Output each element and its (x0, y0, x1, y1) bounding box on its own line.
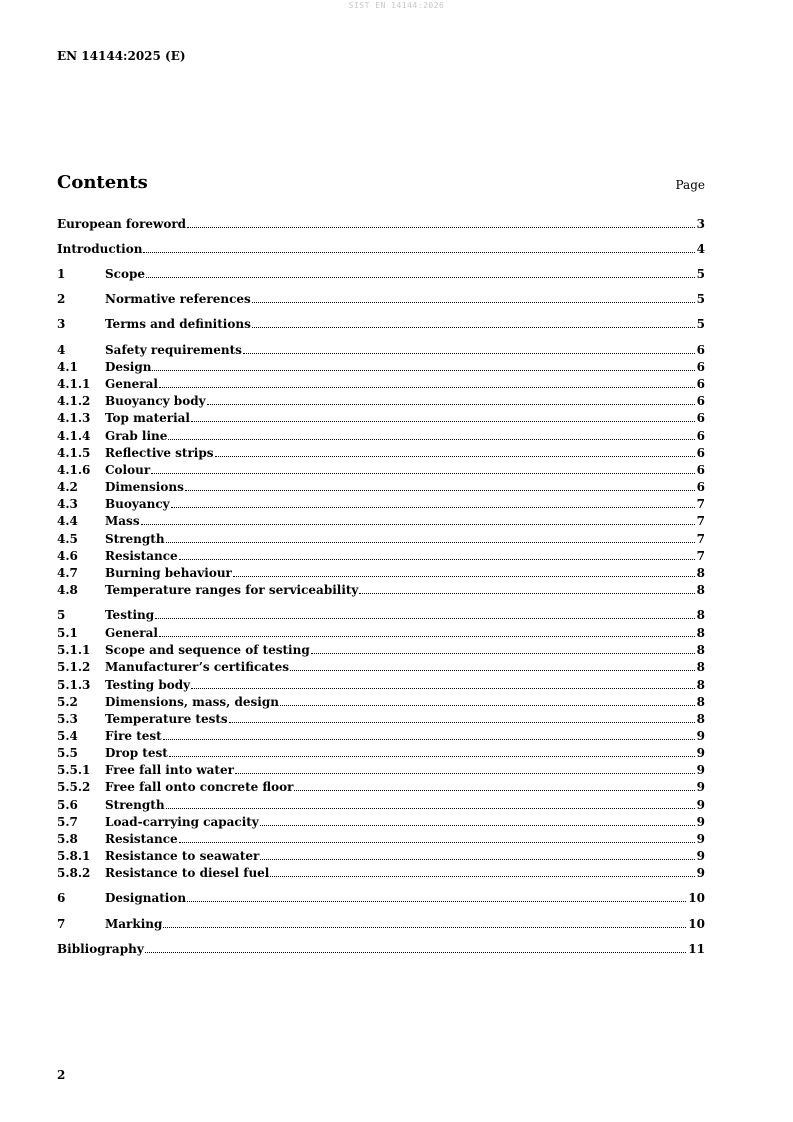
toc-entry-number: 1 (57, 267, 66, 281)
toc-entry[interactable] (57, 393, 705, 409)
toc-entry-title: Design (105, 360, 152, 374)
toc-entry-number: 7 (57, 917, 66, 931)
toc-entry-title: Manufacturer’s certificates (105, 660, 289, 674)
toc-entry-page: 6 (696, 480, 705, 494)
toc-entry-page: 9 (696, 815, 705, 829)
toc-entry-page: 7 (696, 514, 705, 528)
toc-entry[interactable] (57, 548, 705, 564)
toc-entry-title: Strength (105, 532, 165, 546)
dot-leader (179, 842, 695, 843)
toc-entry[interactable] (57, 462, 705, 478)
toc-entry-number: 4.8 (57, 583, 78, 597)
toc-entry-number: 4.1 (57, 360, 78, 374)
toc-entry[interactable] (57, 728, 705, 744)
toc-entry-title: Drop test (105, 746, 168, 760)
dot-leader (143, 252, 694, 253)
toc-entry[interactable] (57, 762, 705, 778)
toc-entry-title: Marking (105, 917, 163, 931)
dot-leader (252, 327, 695, 328)
toc-entry-title: Bibliography (57, 942, 144, 956)
toc-entry-number: 5.5.1 (57, 763, 91, 777)
watermark: SIST EN 14144:2026 (348, 1, 445, 10)
toc-entry-number: 5.8.1 (57, 849, 91, 863)
toc-entry-page: 8 (696, 608, 705, 622)
toc-entry-page: 5 (696, 292, 705, 306)
toc-entry-number: 4.6 (57, 549, 78, 563)
toc-entry[interactable] (57, 865, 705, 881)
toc-entry-number: 5.3 (57, 712, 78, 726)
dot-leader (187, 227, 695, 228)
toc-entry-title: Dimensions (105, 480, 184, 494)
toc-entry-number: 4 (57, 343, 66, 357)
toc-entry[interactable] (57, 831, 705, 847)
toc-entry-page: 8 (696, 566, 705, 580)
toc-entry[interactable] (57, 531, 705, 547)
toc-entry-number: 5.1.1 (57, 643, 91, 657)
toc-entry-number: 3 (57, 317, 66, 331)
dot-leader (233, 576, 695, 577)
toc-entry-title: Scope (105, 267, 146, 281)
toc-entry-number: 4.1.5 (57, 446, 91, 460)
toc-entry-number: 4.1.1 (57, 377, 91, 391)
toc-entry-title: Normative references (105, 292, 251, 306)
toc-entry-page: 9 (696, 746, 705, 760)
toc-entry-page: 9 (696, 866, 705, 880)
toc-entry-page: 5 (696, 317, 705, 331)
toc-entry[interactable] (57, 445, 705, 461)
toc-entry-page: 7 (696, 549, 705, 563)
toc-entry-page: 6 (696, 377, 705, 391)
dot-leader (145, 952, 687, 953)
toc-entry[interactable] (57, 694, 705, 710)
toc-entry[interactable] (57, 916, 705, 932)
toc-entry-page: 10 (688, 891, 705, 905)
toc-entry-number: 5.4 (57, 729, 78, 743)
dot-leader (215, 456, 695, 457)
dot-leader (163, 739, 695, 740)
toc-entry-page: 8 (696, 583, 705, 597)
toc-entry-title: Buoyancy body (105, 394, 206, 408)
dot-leader (191, 688, 695, 689)
toc-entry-title: Scope and sequence of testing (105, 643, 310, 657)
toc-entry-page: 8 (696, 643, 705, 657)
dot-leader (252, 302, 695, 303)
toc-entry[interactable] (57, 890, 705, 906)
toc-entry[interactable] (57, 241, 705, 257)
toc-entry-title: European foreword (57, 217, 187, 231)
toc-entry-page: 8 (696, 695, 705, 709)
toc-entry-number: 4.1.6 (57, 463, 91, 477)
toc-entry-number: 4.7 (57, 566, 78, 580)
toc-entry-number: 5.8 (57, 832, 78, 846)
toc-entry-page: 8 (696, 660, 705, 674)
toc-entry-page: 8 (696, 626, 705, 640)
toc-entry-number: 4.2 (57, 480, 78, 494)
toc-entry-title: Colour (105, 463, 151, 477)
toc-entry-number: 6 (57, 891, 66, 905)
toc-entry-page: 3 (696, 217, 705, 231)
dot-leader (270, 876, 694, 877)
toc-entry[interactable] (57, 941, 705, 957)
dot-leader (168, 439, 694, 440)
page-column-label: Page (675, 178, 705, 192)
dot-leader (152, 370, 694, 371)
toc-entry-number: 2 (57, 292, 66, 306)
toc-entry-page: 11 (688, 942, 705, 956)
dot-leader (171, 507, 695, 508)
toc-entry[interactable] (57, 359, 705, 375)
toc-entry-page: 6 (696, 360, 705, 374)
dot-leader (166, 808, 695, 809)
toc-entry[interactable] (57, 216, 705, 232)
toc-entry-title: Buoyancy (105, 497, 170, 511)
toc-entry-number: 5.2 (57, 695, 78, 709)
dot-leader (159, 387, 695, 388)
toc-entry-page: 9 (696, 780, 705, 794)
toc-entry-title: Resistance (105, 549, 178, 563)
toc-entry[interactable] (57, 642, 705, 658)
toc-entry-page: 4 (696, 242, 705, 256)
dot-leader (155, 618, 694, 619)
toc-entry-title: Introduction (57, 242, 143, 256)
toc-entry-number: 4.1.4 (57, 429, 91, 443)
toc-entry-number: 5 (57, 608, 66, 622)
toc-entry[interactable] (57, 410, 705, 426)
toc-entry-page: 6 (696, 463, 705, 477)
toc-entry[interactable] (57, 814, 705, 830)
toc-entry[interactable] (57, 779, 705, 795)
dot-leader (235, 773, 695, 774)
toc-entry-number: 5.8.2 (57, 866, 91, 880)
toc-entry-title: Free fall into water (105, 763, 234, 777)
toc-entry[interactable] (57, 607, 705, 623)
toc-entry-title: Safety requirements (105, 343, 242, 357)
toc-entry-title: Grab line (105, 429, 168, 443)
toc-entry-page: 10 (688, 917, 705, 931)
dot-leader (260, 825, 695, 826)
toc-entry-title: Resistance (105, 832, 178, 846)
toc-entry-page: 9 (696, 849, 705, 863)
toc-entry-page: 6 (696, 411, 705, 425)
toc-entry-number: 5.1.3 (57, 678, 91, 692)
toc-entry-page: 6 (696, 394, 705, 408)
toc-entry[interactable] (57, 797, 705, 813)
toc-entry-number: 4.1.2 (57, 394, 91, 408)
toc-entry-page: 6 (696, 343, 705, 357)
toc-entry-title: Strength (105, 798, 165, 812)
dot-leader (151, 473, 694, 474)
dot-leader (169, 756, 695, 757)
toc-entry-page: 6 (696, 446, 705, 460)
toc-entry-page: 5 (696, 267, 705, 281)
toc-entry[interactable] (57, 376, 705, 392)
contents-heading: Contents (57, 172, 148, 193)
toc-entry-page: 7 (696, 532, 705, 546)
dot-leader (243, 353, 695, 354)
dot-leader (179, 559, 695, 560)
dot-leader (146, 277, 695, 278)
toc-entry-number: 4.4 (57, 514, 78, 528)
toc-entry-title: Resistance to diesel fuel (105, 866, 270, 880)
toc-entry-title: Fire test (105, 729, 162, 743)
toc-entry-title: Testing (105, 608, 155, 622)
toc-entry[interactable] (57, 625, 705, 641)
dot-leader (359, 593, 694, 594)
toc-entry-title: Testing body (105, 678, 191, 692)
toc-entry[interactable] (57, 745, 705, 761)
toc-entry[interactable] (57, 582, 705, 598)
toc-entry[interactable] (57, 316, 705, 332)
toc-entry-title: Resistance to seawater (105, 849, 260, 863)
toc-entry-page: 9 (696, 729, 705, 743)
toc-entry-page: 6 (696, 429, 705, 443)
toc-entry-title: Mass (105, 514, 140, 528)
toc-entry[interactable] (57, 711, 705, 727)
dot-leader (311, 653, 695, 654)
toc-entry[interactable] (57, 565, 705, 581)
dot-leader (141, 524, 695, 525)
toc-entry-title: General (105, 377, 158, 391)
dot-leader (187, 901, 686, 902)
toc-entry[interactable] (57, 677, 705, 693)
toc-entry-number: 4.1.3 (57, 411, 91, 425)
toc-entry[interactable] (57, 513, 705, 529)
toc-entry-title: Dimensions, mass, design (105, 695, 279, 709)
dot-leader (163, 927, 686, 928)
dot-leader (159, 636, 695, 637)
toc-entry-number: 5.5.2 (57, 780, 91, 794)
toc-entry-number: 4.3 (57, 497, 78, 511)
dot-leader (185, 490, 695, 491)
toc-entry[interactable] (57, 291, 705, 307)
dot-leader (166, 542, 695, 543)
toc-entry[interactable] (57, 659, 705, 675)
toc-entry-title: Terms and definitions (105, 317, 251, 331)
page-number: 2 (57, 1068, 66, 1082)
toc-entry-title: Load-carrying capacity (105, 815, 259, 829)
toc-entry-page: 9 (696, 832, 705, 846)
toc-entry-number: 5.1 (57, 626, 78, 640)
dot-leader (290, 670, 695, 671)
toc-entry[interactable] (57, 479, 705, 495)
dot-leader (207, 404, 695, 405)
toc-entry-title: Burning behaviour (105, 566, 232, 580)
toc-entry-title: Reflective strips (105, 446, 214, 460)
toc-entry-page: 8 (696, 712, 705, 726)
toc-entry-page: 8 (696, 678, 705, 692)
toc-entry-title: Temperature tests (105, 712, 228, 726)
toc-entry-title: Free fall onto concrete floor (105, 780, 294, 794)
toc-entry[interactable] (57, 428, 705, 444)
dot-leader (191, 421, 695, 422)
toc-entry-number: 5.7 (57, 815, 78, 829)
toc-entry[interactable] (57, 848, 705, 864)
dot-leader (294, 790, 694, 791)
toc-entry-page: 9 (696, 763, 705, 777)
toc-entry-page: 7 (696, 497, 705, 511)
toc-entry[interactable] (57, 342, 705, 358)
toc-entry[interactable] (57, 496, 705, 512)
toc-entry-title: General (105, 626, 158, 640)
toc-entry-number: 5.6 (57, 798, 78, 812)
toc-entry-number: 5.1.2 (57, 660, 91, 674)
toc-entry-title: Designation (105, 891, 187, 905)
toc-entry-title: Temperature ranges for serviceability (105, 583, 359, 597)
dot-leader (260, 859, 694, 860)
toc-entry-title: Top material (105, 411, 190, 425)
document-id: EN 14144:2025 (E) (57, 49, 186, 63)
toc-entry-number: 4.5 (57, 532, 78, 546)
toc-entry-number: 5.5 (57, 746, 78, 760)
dot-leader (280, 705, 695, 706)
dot-leader (229, 722, 695, 723)
toc-entry-page: 9 (696, 798, 705, 812)
toc-entry[interactable] (57, 266, 705, 282)
